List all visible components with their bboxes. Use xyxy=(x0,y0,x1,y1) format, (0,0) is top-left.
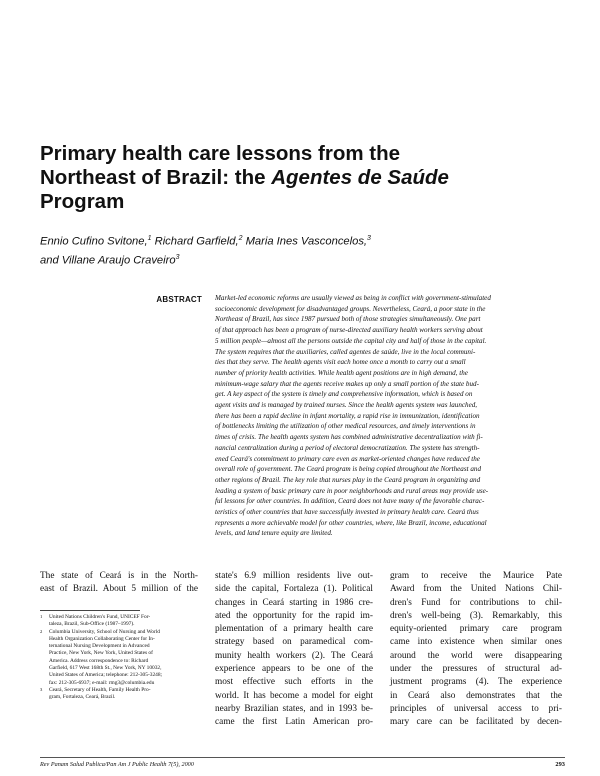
abstract-line: ened Ceará's commitment to primary care even as market-oriented changes have reduced the xyxy=(215,454,480,463)
body-line: Award from the United Nations Chil- xyxy=(390,584,562,595)
abstract-line: agent visits and is managed by trained nurses. Since the health agents system was launched, xyxy=(215,401,478,410)
abstract-line: minimum-wage salary that the agents receive makes up only a small portion of the state bud- xyxy=(215,379,479,388)
author-list xyxy=(40,231,560,268)
abstract-line: other regions of Brazil. The key role that nurses play in the Ceará program in organizing and xyxy=(215,475,481,484)
body-line: equity-oriented primary care program xyxy=(390,624,562,635)
footnote xyxy=(40,614,200,629)
body-line: changes in Ceará starting in 1986 cre- xyxy=(215,597,373,608)
authors-line-2: and Villane Araujo Craveiro$^3$ xyxy=(40,253,180,267)
article-title xyxy=(40,142,560,214)
footnote xyxy=(40,687,200,702)
abstract-text xyxy=(215,293,565,539)
footnote-line: Garfield, 617 West 168th St., New York, NY 10032, xyxy=(49,665,162,672)
footnote-line: Columbia University, School of Nursing and World xyxy=(49,628,160,635)
abstract-line: ties that they serve. The health agents visit each home once a month to carry out a small xyxy=(215,358,466,367)
abstract-line: leading a system of basic primary care in poor neighborhoods and rural areas may provide use- xyxy=(215,486,489,495)
footnote-number: 1 xyxy=(40,614,43,619)
body-line: strategy based on paramedical com- xyxy=(215,637,373,648)
abstract-line: 5 million people—almost all the persons outside the capital city and half of those in the capital. xyxy=(215,336,487,345)
body-line: most effective such efforts in the xyxy=(215,677,373,688)
footnote-line: gram, Fortaleza, Ceará, Brazil. xyxy=(49,694,116,701)
abstract-line: nancial centralization during a period of electoral democratization. The system has strength- xyxy=(215,443,480,452)
body-line: dren's Fund for contributions to chil- xyxy=(390,597,562,608)
body-line: munity health workers (2). The Ceará xyxy=(215,650,373,661)
body-line: east of Brazil. About 5 million of the xyxy=(40,584,198,595)
footnote-line: Health Organization Collaborating Center for In- xyxy=(49,635,155,642)
authors-line-1: Ennio Cufino Svitone,$^1$ Richard Garfield,$^2$ Maria Ines Vasconcelos,$^3$ xyxy=(40,235,371,248)
abstract-line: number of priority health activities. While health agent positions are in high demand, the xyxy=(215,368,468,377)
title-italic-term: Agentes de Saúde xyxy=(271,166,449,189)
abstract-line: ful lessons for other countries. In addition, Ceará does not have many of the favorable charac- xyxy=(215,497,485,506)
footnote-line: Ceará, Secretary of Health, Family Health Pro- xyxy=(49,686,151,693)
abstract-line: there has been a rapid decline in infant mortality, a rapid rise in immunization, identification xyxy=(215,411,480,420)
body-line: around the world were disappearing xyxy=(390,650,562,661)
abstract-line: times of crisis. The health agents system has combined administrative decentralization with fi- xyxy=(215,433,483,442)
title-line-2: Northeast of Brazil: the Agentes de Saúde xyxy=(40,166,449,189)
body-line: gram to receive the Maurice Pate xyxy=(390,571,562,581)
abstract-line: of bottlenecks limiting the utilization of other medical resources, and timely interventions in xyxy=(215,422,476,431)
body-line: mary care can be facilitated by decen- xyxy=(390,717,562,728)
body-line: state's 6.9 million residents live out- xyxy=(215,571,373,581)
abstract-line: levels, and land tenure equity are limited. xyxy=(215,529,333,538)
footnote xyxy=(40,629,200,687)
footnote-line: Practice, New York, New York, United States of xyxy=(49,650,153,657)
title-line-3: Program xyxy=(40,190,125,213)
body-line: dren's well-being (3). Remarkably, this xyxy=(390,610,562,621)
body-line: under the pressures of structural ad- xyxy=(390,664,562,675)
footnote-line: United States of America; telephone: 212-305-3248; xyxy=(49,672,163,679)
body-line: justment programs (4). The experience xyxy=(390,677,562,688)
footnotes xyxy=(40,614,200,702)
body-line: side the capital, Fortaleza (1). Political xyxy=(215,584,373,595)
footnote-line: taleza, Brazil, Sub-Office (1987–1997). xyxy=(49,621,135,628)
abstract-line: get. A key aspect of the system is timely and comprehensive information, which is based on xyxy=(215,390,473,399)
journal-citation: Rev Panam Salud Publica/Pan Am J Public Health 7(5), 2000 xyxy=(40,761,194,768)
body-line: plementation of a primary health care xyxy=(215,624,373,635)
abstract-label: ABSTRACT xyxy=(156,295,202,304)
abstract-line: teristics of other countries that have successfully invested in primary health care. Ceará thus xyxy=(215,508,479,517)
abstract-line: socioeconomic development for disadvantaged groups. Nevertheless, Ceará, a poor state in the xyxy=(215,304,486,313)
body-column-1 xyxy=(40,570,198,597)
body-line: principles of universal access to pri- xyxy=(390,703,562,714)
body-line: nearby Brazilian states, and in 1993 be- xyxy=(215,703,373,714)
footnote-line: United Nations Children's Fund, UNICEF For- xyxy=(49,614,151,620)
body-line: world. It has become a model for eight xyxy=(215,690,373,701)
footnote-line: fax: 212-305-6937; e-mail: rmg3@columbia.edu xyxy=(49,679,155,686)
abstract-line: Northeast of Brazil, has since 1987 pursued both of those strategies simultaneously. One part xyxy=(215,315,481,324)
abstract-line: of that approach has been a program of nurse-directed auxiliary health workers serving about xyxy=(215,326,483,335)
page-number: 293 xyxy=(555,761,565,768)
abstract-line: The system requires that the auxiliaries, called agentes de saúde, live in the local communi- xyxy=(215,347,476,356)
footer-rule xyxy=(40,757,565,758)
body-line: in Ceará also demonstrates that the xyxy=(390,690,562,701)
footnote-rule xyxy=(40,610,140,611)
abstract-line: overall role of government. The Ceará program is being copied throughout the Northeast and xyxy=(215,465,481,474)
body-column-2 xyxy=(215,570,373,730)
body-column-3 xyxy=(390,570,562,730)
footnote-line: America. Address correspondence to: Richard xyxy=(49,657,149,664)
abstract-line: Market-led economic reforms are usually viewed as being in conflict with government-stimulated xyxy=(215,294,491,302)
footnote-line: ternational Nursing Development in Advanced xyxy=(49,643,150,650)
body-line: came into existence when similar ones xyxy=(390,637,562,648)
footnote-number: 3 xyxy=(40,686,43,692)
body-line: experience appears to be one of the xyxy=(215,664,373,675)
body-line: ated the opportunity for the rapid im- xyxy=(215,610,373,621)
body-line: The state of Ceará is in the North- xyxy=(40,571,198,581)
title-line-1: Primary health care lessons from the xyxy=(40,142,401,165)
abstract-line: represents a more achievable model for other countries, where, like Brazil, income, educational xyxy=(215,518,487,527)
footnote-number: 2 xyxy=(40,628,43,634)
body-line: came the first Latin American pro- xyxy=(215,717,373,728)
